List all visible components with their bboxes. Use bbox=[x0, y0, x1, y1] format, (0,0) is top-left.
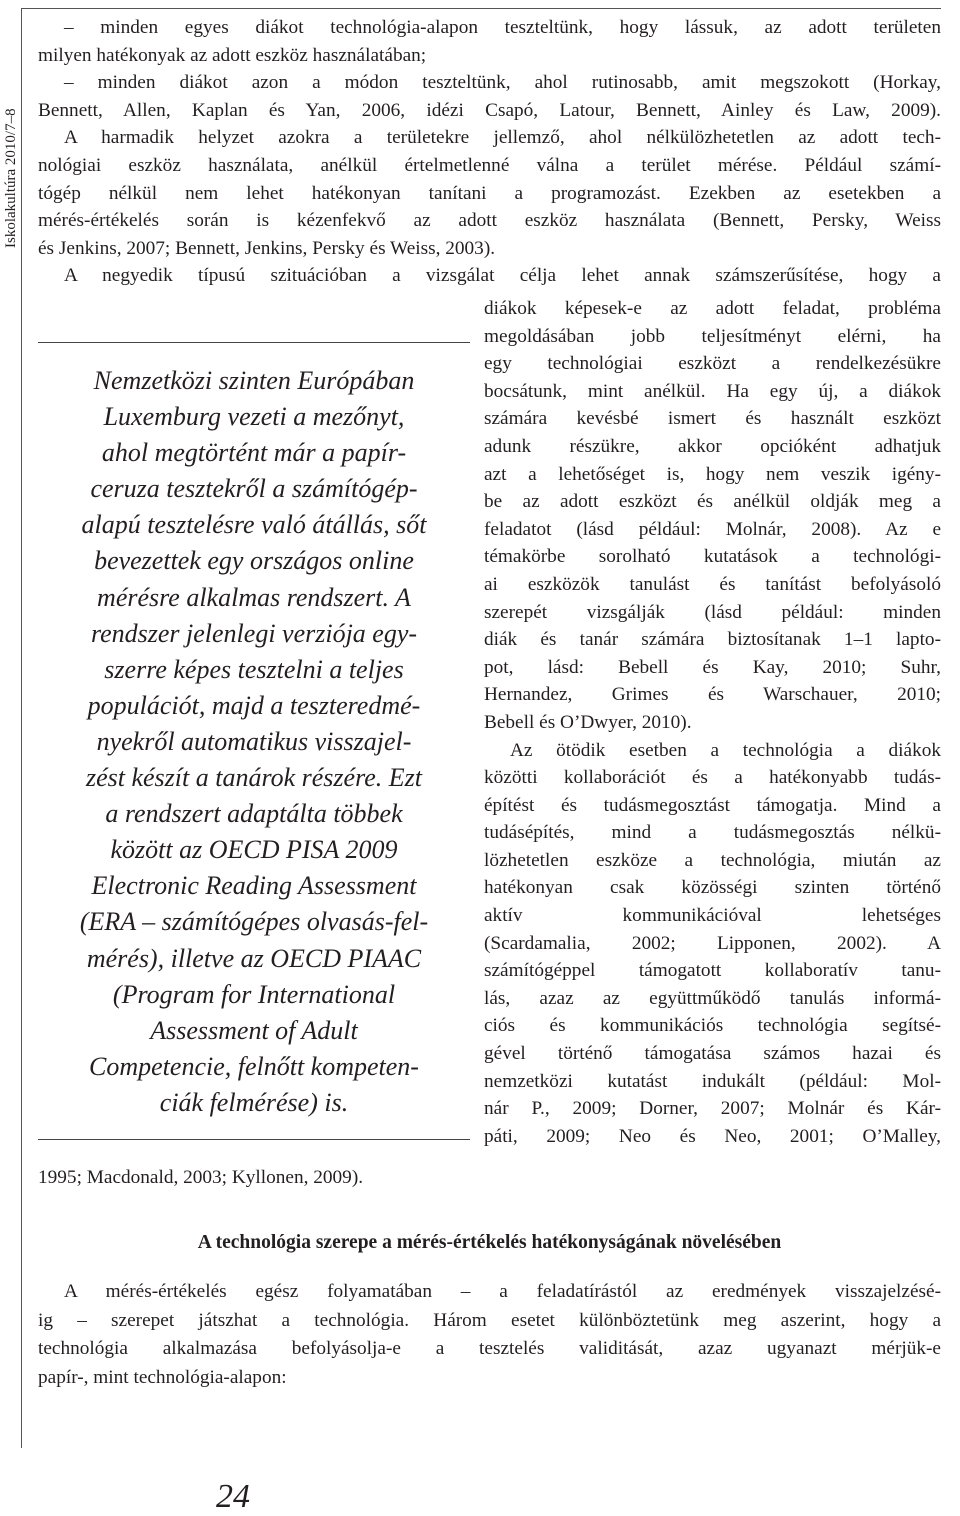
body-line: tógép nélkül nem lehet hatékonyan tanítani a programozást. Ezekben az esetekben a bbox=[38, 182, 941, 204]
right-column-line: bocsátunk, mint anélkül. Ha egy új, a diákok bbox=[484, 380, 941, 402]
pull-quote bbox=[38, 342, 470, 1140]
pull-quote-line: nyekről automatikus visszajel- bbox=[96, 726, 412, 756]
pull-quote-line: (Program for International bbox=[112, 979, 396, 1009]
pull-quote-line: mérés), illetve az OECD PIAAC bbox=[86, 943, 422, 973]
pull-quote-line: ahol megtörtént már a papír- bbox=[101, 438, 407, 468]
body-line: és Jenkins, 2007; Bennett, Jenkins, Persky és Weiss, 2003). bbox=[38, 237, 496, 259]
top-rule bbox=[21, 8, 941, 9]
body-line: ig – szerepet játszhat a technológia. Három esetet különböztetünk meg aszerint, hogy a bbox=[38, 1309, 941, 1331]
right-column-line: pot, lásd: Bebell és Kay, 2010; Suhr, bbox=[484, 656, 941, 678]
pull-quote-text bbox=[38, 363, 470, 1121]
pull-quote-line: (ERA – számítógépes olvasás-fel- bbox=[79, 907, 429, 937]
right-column-line: tudásépítés, mind a tudásmegosztás nélkü- bbox=[484, 822, 941, 844]
body-line: mérés-értékelés során is kézenfekvő az adott eszköz használata (Bennett, Persky, Weiss bbox=[38, 210, 941, 232]
pull-quote-line: zést készít a tanárok részére. Ezt bbox=[85, 763, 423, 793]
right-column-line: be az adott eszközt és anélkül oldják meg a bbox=[484, 491, 941, 513]
right-column-line: azt a lehetőséget is, hogy nem veszik igény- bbox=[484, 463, 941, 485]
right-column-line: diák és tanár számára biztosítanak 1–1 lapto- bbox=[484, 629, 941, 651]
right-column-line: Bebell és O’Dwyer, 2010). bbox=[484, 711, 692, 733]
right-column-line: páti, 2009; Neo és Neo, 2001; O’Malley, bbox=[484, 1125, 941, 1147]
right-column-line: gével történő támogatása számos hazai és bbox=[484, 1043, 941, 1065]
pull-quote-line: mérésre alkalmas rendszert. A bbox=[97, 582, 411, 612]
right-column-line: megoldásában jobb teljesítményt elérni, ha bbox=[484, 325, 941, 347]
right-column-line: (Scardamalia, 2002; Lipponen, 2002). A bbox=[484, 932, 941, 954]
pull-quote-line: populációt, majd a teszteredmé- bbox=[87, 690, 421, 720]
right-column-line: Az ötödik esetben a technológia a diákok bbox=[510, 739, 941, 761]
right-column-line: ciós és kommunikációs technológia segítsé- bbox=[484, 1015, 941, 1037]
pull-quote-line: Nemzetközi szinten Európában bbox=[93, 366, 415, 395]
pull-quote-bottom-rule bbox=[38, 1139, 470, 1140]
pull-quote-top-rule bbox=[38, 342, 470, 343]
right-column-line: lözhetetlen eszköze a technológia, miután az bbox=[484, 849, 941, 871]
pull-quote-line: rendszer jelenlegi verziója egy- bbox=[90, 618, 418, 648]
body-line: nológiai eszköz használata, anélkül értelmetlenné válna a terület mérése. Például számí- bbox=[38, 154, 941, 176]
page-number: 24 bbox=[216, 1478, 250, 1515]
right-column-line: számára kevésbé ismert és használt eszközt bbox=[484, 408, 941, 430]
right-column-line: feladatot (lásd például: Molnár, 2008). Az e bbox=[484, 518, 941, 540]
right-column-line: lás, azaz az együttműködő tanulás informá- bbox=[484, 987, 941, 1009]
right-column-line: ai eszközök tanulást és tanítást befolyásoló bbox=[484, 573, 941, 595]
body-line: – minden diákot azon a módon teszteltünk, ahol rutinosabb, amit megszokott (Horkay, bbox=[64, 72, 941, 94]
pull-quote-line: Electronic Reading Assessment bbox=[91, 871, 417, 901]
pull-quote-line: ceruza tesztekről a számítógép- bbox=[90, 474, 418, 504]
section-heading: A technológia szerepe a mérés-értékelés hatékonyságának növelésében bbox=[197, 1232, 782, 1253]
pull-quote-line: ciák felmérése) is. bbox=[159, 1087, 349, 1117]
right-column bbox=[484, 295, 941, 1150]
pull-quote-line: között az OECD PISA 2009 bbox=[110, 835, 398, 865]
right-column-line: nemzetközi kutatást indukált (például: Mol- bbox=[484, 1070, 941, 1092]
body-line: papír-, mint technológia-alapon: bbox=[38, 1366, 287, 1388]
body-line: Bennett, Allen, Kaplan és Yan, 2006, idézi Csapó, Latour, Bennett, Ainley és Law, 2009). bbox=[38, 99, 941, 121]
body-line: milyen hatékonyak az adott eszköz használatában; bbox=[38, 44, 427, 66]
pull-quote-line: szerre képes tesztelni a teljes bbox=[104, 654, 404, 684]
pull-quote-line: alapú tesztelésre való átállás, sőt bbox=[81, 510, 427, 540]
body-line: A mérés-értékelés egész folyamatában – a feladatírástól az eredmények visszajelzésé- bbox=[64, 1281, 941, 1302]
body-line: technológia alkalmazása befolyásolja-e a tesztelés validitását, azaz ugyanazt mérjük-e bbox=[38, 1338, 941, 1359]
pull-quote-line: Luxemburg vezeti a mezőnyt, bbox=[103, 402, 405, 432]
body-line: – minden egyes diákot technológia-alapon teszteltünk, hogy lássuk, az adott területen bbox=[64, 17, 941, 38]
pull-quote-line: Competencie, felnőtt kompeten- bbox=[89, 1051, 419, 1081]
pull-quote-line: Assessment of Adult bbox=[150, 1015, 358, 1045]
right-column-line: egy technológiai eszközt a rendelkezésükre bbox=[484, 353, 941, 375]
right-column-line: hatékonyan csak közösségi szinten történő bbox=[484, 877, 941, 899]
running-head: Iskolakultúra 2010/7–8 bbox=[3, 108, 19, 248]
left-column-end: 1995; Macdonald, 2003; Kyllonen, 2009). bbox=[38, 1167, 364, 1188]
right-column-line: diákok képesek-e az adott feladat, probléma bbox=[484, 298, 941, 319]
right-column-line: témakörbe sorolható kutatások a technológi- bbox=[484, 546, 941, 568]
right-column-line: aktív kommunikációval lehetséges bbox=[484, 905, 941, 927]
right-column-line: építést és tudásmegosztást támogatja. Mind a bbox=[484, 794, 941, 816]
right-column-line: Hernandez, Grimes és Warschauer, 2010; bbox=[484, 684, 941, 706]
right-column-line: közötti kollaborációt és a hatékonyabb tudás- bbox=[484, 767, 941, 789]
body-line: A harmadik helyzet azokra a területekre jellemző, ahol nélkülözhetetlen az adott tech- bbox=[64, 127, 941, 149]
pull-quote-line: bevezettek egy országos online bbox=[94, 546, 414, 576]
right-column-line: nár P., 2009; Dorner, 2007; Molnár és Kár- bbox=[484, 1098, 941, 1120]
body-line: A negyedik típusú szituációban a vizsgálat célja lehet annak számszerűsítése, hogy a bbox=[64, 265, 941, 287]
pull-quote-line: a rendszert adaptálta többek bbox=[105, 799, 403, 829]
right-column-line: adunk részükre, akkor opcióként adhatjuk bbox=[484, 435, 941, 457]
top-text-block bbox=[38, 14, 941, 290]
right-column-line: számítógéppel támogatott kollaboratív tanu- bbox=[484, 960, 941, 982]
closing-paragraph bbox=[38, 1278, 941, 1392]
right-column-line: szerepét vizsgálják (lásd például: minden bbox=[484, 601, 941, 623]
